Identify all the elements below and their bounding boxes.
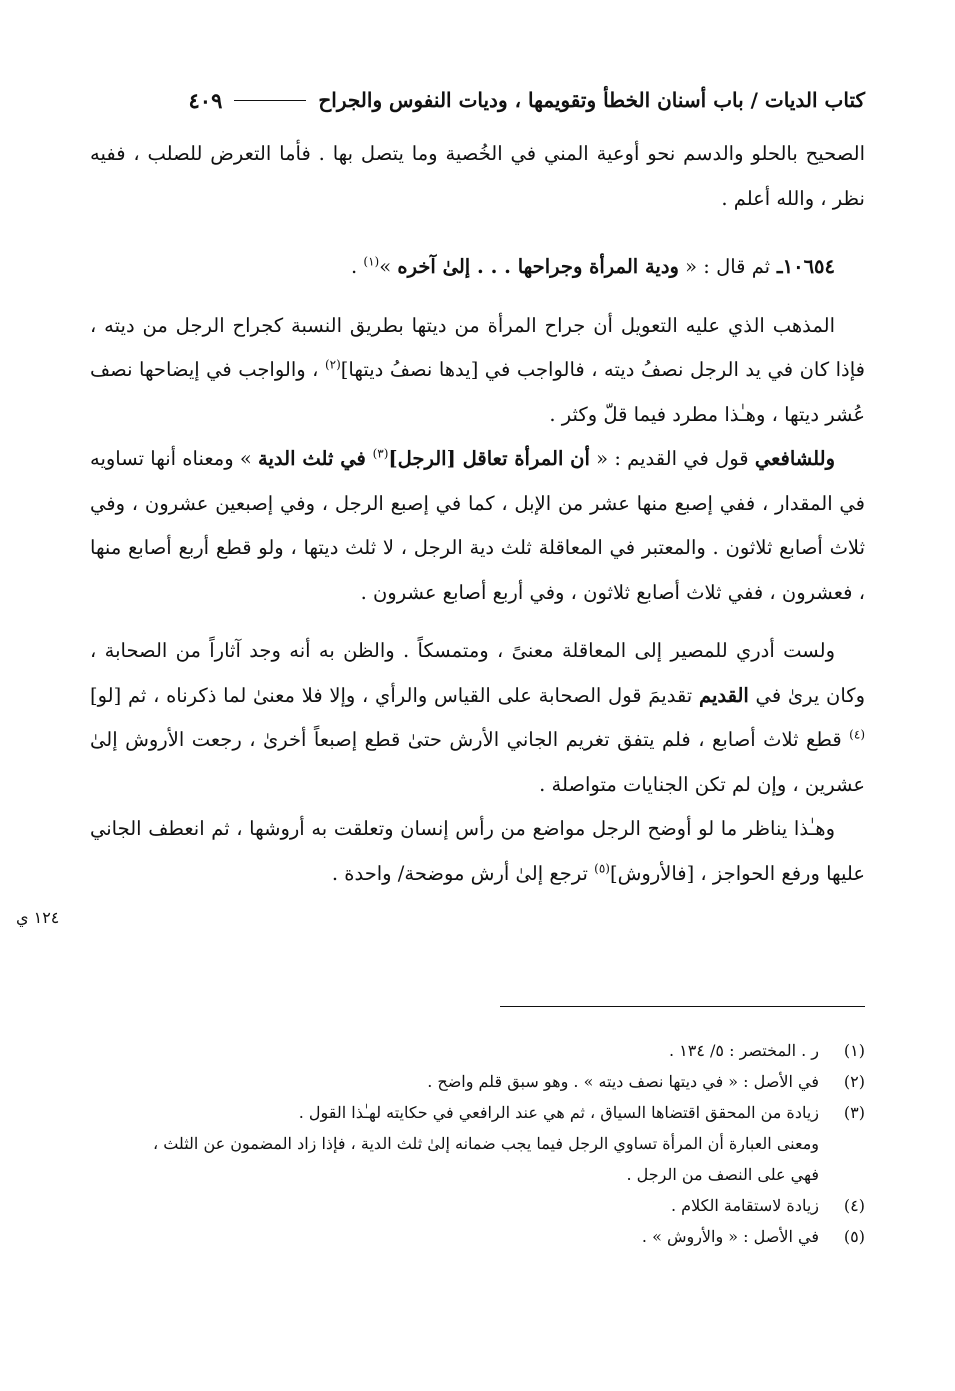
section-heading: ١٠٦٥٤ـ ثم قال : « ودية المرأة وجراحها . . . إلىٰ آخره »$^{(١)}$ . [351,254,835,278]
footnote-1 [150,1035,865,1066]
running-header [100,80,865,120]
footnote-ref: (١) [363,254,380,269]
paragraph-2: وللشافعي قول في القديم : « أن المرأة تعاقل [الرجل]$^{(٣)}$ في ثلث الدية » ومعناه أنها تساويه في المقدار ، ففي إصبع منها عشر من الإبل ، كما في إصبع الرجل ، وفي إصبعين عشرون ، وفي ثلاث أصابع ثلاثون . والمعتبر في المعاقلة ثلث دية الرجل ، لا ثلث ديتها ، ولو قطع أربع أصابع منها ، فعشرون ، ففي ثلاث أصابع ثلاثون ، وفي أربع أصابع عشرون . [90,446,865,604]
footnote-2 [150,1066,865,1097]
footnotes [150,1035,865,1252]
main-text [90,132,865,896]
footnote-text: في الأصل : « والأروش » . [641,1227,819,1246]
footnote-text: زيادة لاستقامة الكلام . [671,1196,819,1215]
continued-paragraph: الصحيح بالحلو والدسم نحو أوعية المني في الخُصية وما يتصل بها . فأما التعرض للصلب ، ففيه نظر ، والله أعلم . [90,142,865,210]
paragraph-1: المذهب الذي عليه التعويل أن جراح المرأة من ديتها بطريق النسبة كجراح الرجل من ديته ، فإذا كان في يد الرجل نصفُ ديته ، فالواجب في [يدها نصفُ ديتها]$^{(٢)}$ ، والواجب في إيضاحها نصف عُشر ديتها ، وهـٰذا مطرد فيما قلّ وكثر . [90,313,865,426]
footnote-text: في الأصل : « في ديتها نصف ديته » . وهو سبق قلم واضح . [427,1072,819,1091]
manuscript-folio-note: ١٢٤ ي [16,908,60,927]
footnote-3-continuation: ومعنى العبارة أن المرأة تساوي الرجل فيما يجب ضمانه إلىٰ ثلث الدية ، فإذا زاد المضمون عن الثلث ، فهي على النصف من الرجل . [152,1134,819,1184]
footnote-number: (٢) [843,1072,865,1091]
page-number: ٤٠٩ [188,87,223,113]
footnote-ref: (٥) [594,861,610,875]
paragraph-3: ولست أدري للمصير إلى المعاقلة معنىً ، ومتمسكاً . والظن به أنه وجد آثاراً من الصحابة ، وكان يرىٰ في القديم تقديمَ قول الصحابة على القياس والرأي ، وإلا فلا معنىٰ لما ذكرناه ، ثم [لو]$^{(٤)}$ قطع ثلاث أصابع ، فلم يتفق تغريم الجاني الأرش حتىٰ قطع إصبعاً أخرىٰ ، رجعت الأروش إلىٰ عشرين ، وإن لم تكن الجنايات متواصلة . [90,639,865,796]
footnote-4 [150,1190,865,1221]
footnote-text: ر . المختصر : ٥/ ١٣٤ . [668,1041,819,1060]
header-rule [234,100,306,101]
footnote-number: (٥) [843,1227,865,1246]
header-title: كتاب الديات / باب أسنان الخطأ وتقويمها ، وديات النفوس والجراح [318,88,865,112]
footnote-number: (١) [843,1041,865,1060]
section-quote: ودية المرأة وجراحها . . . إلىٰ آخره [397,255,679,278]
footnote-number: (٣) [843,1103,865,1122]
footnote-ref: (٢) [324,357,341,372]
footnote-ref: (٤) [849,727,865,742]
section-number: ١٠٦٥٤ [782,255,835,278]
footnote-3 [150,1097,865,1128]
footnote-separator [500,1006,865,1007]
footnote-text: زيادة من المحقق اقتضاها السياق ، ثم هي عند الرافعي في حكايته لهـٰذا القول . [298,1103,819,1122]
paragraph-4: وهـٰذا يناظر ما لو أوضح الرجل مواضع من رأس إنسان وتعلقت به أروشها ، ثم انعطف الجاني عليها ورفع الحواجز ، [فالأروش]$^{(٥)}$ ترجع إلىٰ أرش موضحة/ واحدة . [90,817,865,885]
footnote-number: (٤) [843,1196,865,1215]
footnote-5 [150,1221,865,1252]
footnote-ref: (٣) [372,446,389,461]
